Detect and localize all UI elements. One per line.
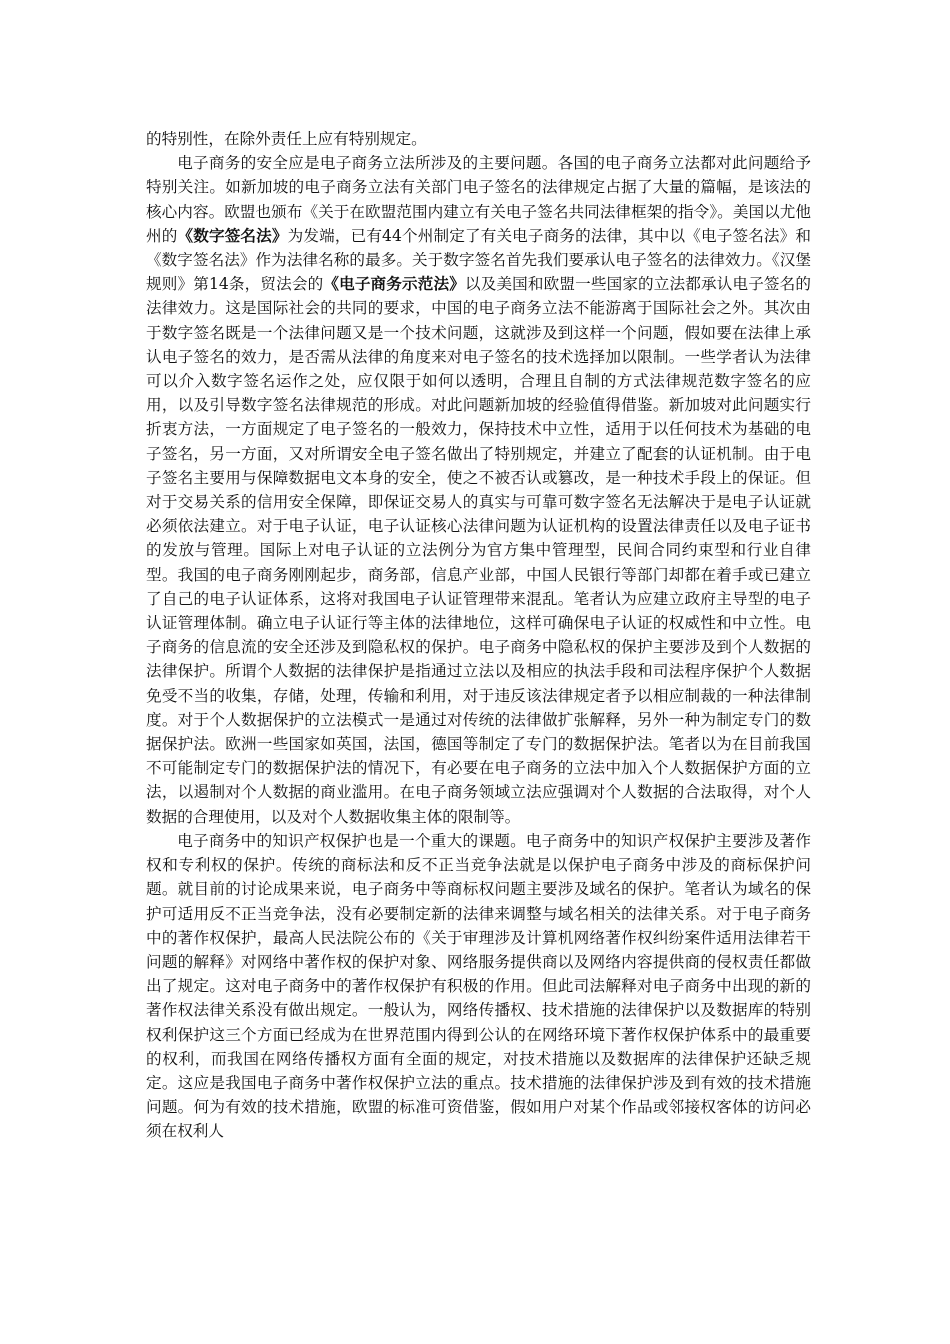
paragraph-2-text-a: 电子商务的安全应是电子商务立法所涉及的主要问题。各国的电子商务立法都对此问题给予特别关注。如新加坡的电子商务立法有关部门电子签名的法律规定占据了大量的篇幅，是该法的核心内容。欧盟也颁布《关于在欧盟范围内建立有关电子签名共同法律框架的指令》。美国以尤他州的 bbox=[146, 154, 811, 245]
paragraph-3-text: 电子商务中的知识产权保护也是一个重大的课题。电子商务中的知识产权保护主要涉及著作权和专利权的保护。传统的商标法和反不正当竞争法就是以保护电子商务中涉及的商标保护问题。就目前的讨论成果来说，电子商务中等商标权问题主要涉及域名的保护。笔者认为域名的保护可适用反不正当竞争法，没有必要制定新的法律来调整与域名相关的法律关系。对于电子商务中的著作权保护，最高人民法院公布的《关于审理涉及计算机网络著作权纠纷案件适用法律若干问题的解释》对网络中著作权的保护对象、网络服务提供商以及网络内容提供商的侵权责任都做出了规定。这对电子商务中的著作权保护有积极的作用。但此司法解释对电子商务中出现的新的著作权法律关系没有做出规定。一般认为，网络传播权、技术措施的法律保护以及数据库的特别权利保护这三个方面已经成为在世界范围内得到公认的在网络环境下著作权保护体系中的最重要的权利，而我国在网络传播权方面有全面的规定，对技术措施以及数据库的法律保护还缺乏规定。这应是我国电子商务中著作权保护立法的重点。技术措施的法律保护涉及到有效的技术措施问题。何为有效的技术措施，欧盟的标准可资借鉴，假如用户对某个作品或邻接权客体的访问必须在权利人 bbox=[146, 831, 811, 1141]
paragraph-security bbox=[146, 151, 811, 829]
bold-title-digital-signature-law: 《数字签名法》 bbox=[177, 225, 288, 245]
paragraph-1-text: 的特别性，在除外责任上应有特别规定。 bbox=[146, 130, 427, 148]
paragraph-2-text-c: 为发端，已有44个州制定了有关电子商务的法律，其中以《电子签名法》和《数字签名法》作为法律名称的最多。关于数字签名首先我们要承认电子签名的法律效力。《汉堡规则》第14条，贸法会的 bbox=[146, 226, 811, 294]
paragraph-intellectual-property bbox=[146, 829, 811, 1144]
body-text bbox=[146, 127, 811, 1144]
bold-title-model-law: 《电子商务示范法》 bbox=[323, 274, 465, 294]
paragraph-2-text-d: 以及美国和欧盟一些国家的立法都承认电子签名的法律效力。这是国际社会的共同的要求，中国的电子商务立法不能游离于国际社会之外。其次由于数字签名既是一个法律问题又是一个技术问题，这就涉及到这样一个问题，假如要在法律上承认电子签名的效力，是否需从法律的角度来对电子签名的技术选择加以限制。一些学者认为法律可以介入数字签名运作之处，应仅限于如何以透明，合理且自制的方式法律规范数字签名的应用，以及引导数字签名法律规范的形成。对此问题新加坡的经验值得借鉴。新加坡对此问题实行折衷方法，一方面规定了电子签名的一般效力，保持技术中立性，适用于以任何技术为基础的电子签名，另一方面，又对所谓安全电子签名做出了特别规定，并建立了配套的认证机制。由于电子签名主要用与保障数据电文本身的安全，使之不被否认或篡改，是一种技术手段上的保证。但对于交易关系的信用安全保障，即保证交易人的真实与可靠可数字签名无法解决于是电子认证就必须依法建立。对于电子认证，电子认证核心法律问题为认证机构的设置法律责任以及电子证书的发放与管理。国际上对电子认证的立法例分为官方集中管理型，民间合同约束型和行业自律型。我国的电子商务刚刚起步，商务部，信息产业部，中国人民银行等部门却都在着手或已建立了自己的电子认证体系，这将对我国电子认证管理带来混乱。笔者认为应建立政府主导型的电子认证管理体制。确立电子认证行等主体的法律地位，这样可确保电子认证的权威性和中立性。电子商务的信息流的安全还涉及到隐私权的保护。电子商务中隐私权的保护主要涉及到个人数据的法律保护。所谓个人数据的法律保护是指通过立法以及相应的执法手段和司法程序保护个人数据免受不当的收集，存储，处理，传输和利用，对于违反该法律规定者予以相应制裁的一种法律制度。对于个人数据保护的立法模式一是通过对传统的法律做扩张解释，另外一种为制定专门的数据保护法。欧洲一些国家如英国，法国，德国等制定了专门的数据保护法。笔者以为在目前我国不可能制定专门的数据保护法的情况下，有必要在电子商务的立法中加入个人数据保护方面的立法，以遏制对个人数据的商业滥用。在电子商务领域立法应强调对个人数据的合法取得，对个人数据的合理使用，以及对个人数据收集主体的限制等。 bbox=[146, 275, 811, 826]
paragraph-continuation bbox=[146, 127, 811, 151]
